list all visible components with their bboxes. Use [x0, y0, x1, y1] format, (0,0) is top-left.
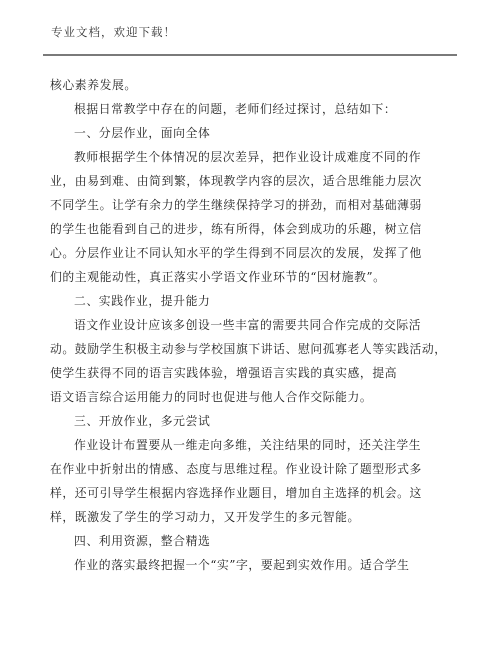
section-heading: 三、开放作业，多元尝试 [74, 414, 211, 428]
header-divider [43, 54, 457, 56]
text-line: 的学生也能看到自己的进步，练有所得，体会到成功的乐趣，树立信 [50, 222, 422, 236]
document-body [50, 73, 460, 577]
section-heading: 二、实践作业，提升能力 [74, 294, 211, 308]
text-line: 业，由易到难、由简到繁，体现教学内容的层次，适合思维能力层次 [50, 174, 422, 188]
text-line: 根据日常教学中存在的问题，老师们经过探讨，总结如下： [74, 102, 397, 116]
text-line: 语文语言综合运用能力的同时也促进与他人合作交际能力。 [50, 390, 373, 404]
text-line: 心。分层作业让不同认知水平的学生得到不同层次的发展，发挥了他 [50, 246, 422, 260]
section-heading: 一、分层作业，面向全体 [74, 126, 211, 140]
text-line: 作业设计布置要从一维走向多维，关注结果的同时，还关注学生 [74, 438, 422, 452]
text-line: 不同学生。让学有余力的学生继续保持学习的拼劲，而相对基础薄弱 [50, 198, 422, 212]
text-line: 核心素养发展。 [50, 78, 137, 92]
text-line: 语文作业设计应该多创设一些丰富的需要共同合作完成的交际活 [74, 318, 422, 332]
text-line: 样，既激发了学生的学习动力，又开发学生的多元智能。 [50, 510, 360, 524]
page-header-text: 专业文档，欢迎下载！ [51, 25, 176, 39]
section-heading: 四、利用资源，整合精选 [74, 534, 211, 548]
text-line: 在作业中折射出的情感、态度与思维过程。作业设计除了题型形式多 [50, 462, 422, 476]
text-line: 教师根据学生个体情况的层次差异，把作业设计成难度不同的作 [74, 150, 422, 164]
text-line: 们的主观能动性，真正落实小学语文作业环节的“因材施教”。 [50, 270, 386, 284]
text-line: 样，还可引导学生根据内容选择作业题目，增加自主选择的机会。这 [50, 486, 422, 500]
text-line: 使学生获得不同的语言实践体验，增强语言实践的真实感，提高 [50, 366, 398, 380]
text-line: 动。鼓励学生积极主动参与学校国旗下讲话、慰问孤寡老人等实践活动， [50, 342, 447, 356]
text-line: 作业的落实最终把握一个“实”字，要起到实效作用。适合学生 [74, 558, 410, 572]
